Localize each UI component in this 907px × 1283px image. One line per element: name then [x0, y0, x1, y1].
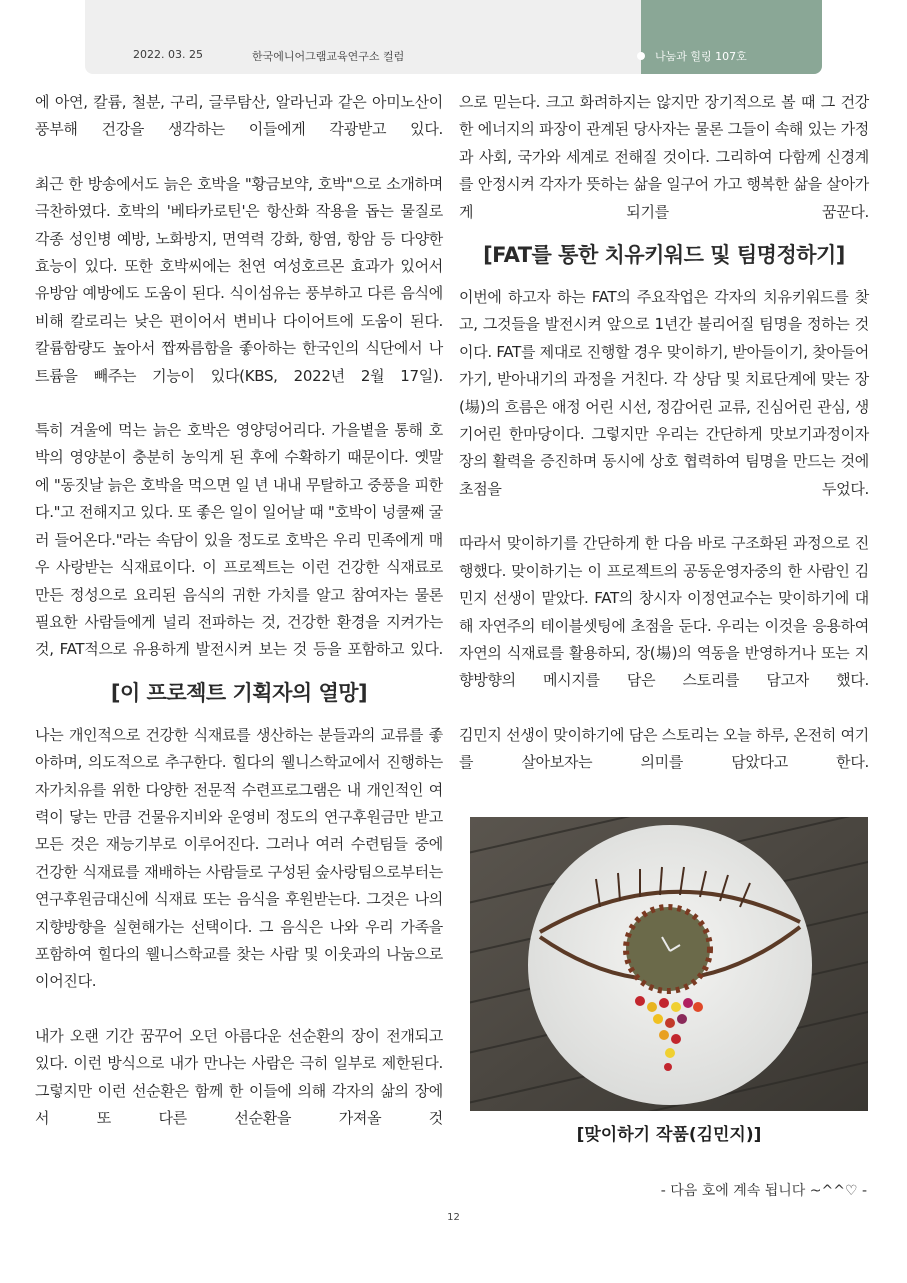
right-column — [459, 89, 869, 777]
photo-caption: [맞이하기 작품(김민지)] — [576, 1125, 762, 1145]
page-number: 12 — [447, 1212, 460, 1223]
right-paragraph-4: 김민지 선생이 맞이하기에 담은 스토리는 오늘 하루, 온전히 여기를 살아보자는 의미를 담았다고 한다. — [459, 725, 869, 772]
right-paragraph-1: 으로 믿는다. 크고 화려하지는 않지만 장기적으로 볼 때 그 건강한 에너지의 파장이 관계된 당사자는 물론 그들이 속해 있는 가정과 사회, 국가와 세계로 전해질 것이다. 그리하여 다함께 신경계를 안정시켜 각자가 뜻하는 삶을 일구어 가고 행복한 삶을 살아가게 되기를 꿈꾼다. — [459, 93, 869, 221]
artwork-photo — [470, 817, 868, 1111]
left-paragraph-2: 최근 한 방송에서도 늙은 호박을 "황금보약, 호박"으로 소개하며 극찬하였다. 호박의 '베타카로틴'은 항산화 작용을 돕는 물질로 각종 성인병 예방, 노화방지, 면역력 강화, 항염, 항암 등 다양한 효능이 있다. 또한 호박씨에는 천연 여성호르몬 효과가 있어서 유방암 예방에도 도움이 된다. 식이섬유는 풍부하고 다른 음식에 비해 칼로리는 낮은 편이어서 변비나 다이어트에 도움이 된다. 칼륨함량도 높아서 짭짜름함을 좋아하는 한국인의 식단에서 나트륨을 빼주는 기능이 있다(KBS, 2022년 2월 17일). — [35, 174, 443, 385]
header-dot — [637, 52, 645, 60]
section-title-planner: [이 프로젝트 기획자의 열망] — [110, 680, 368, 705]
right-paragraph-3: 따라서 맞이하기를 간단하게 한 다음 바로 구조화된 과정으로 진행했다. 맞이하기는 이 프로젝트의 공동운영자중의 한 사람인 김민지 선생이 맡았다. FAT의 창시자 이정연교수는 맞이하기에 대해 자연주의 테이블셋팅에 초점을 둔다. 우리는 이것을 응용하여 자연의 식재료를 활용하되, 장(場)의 역동을 반영하거나 또는 지향방향의 메시지를 담은 스토리를 담고자 했다. — [459, 534, 869, 690]
left-column — [35, 89, 443, 1132]
left-paragraph-5: 내가 오랜 기간 꿈꾸어 오던 아름다운 선순환의 장이 전개되고 있다. 이런 방식으로 내가 만나는 사람은 극히 일부로 제한된다. 그렇지만 이런 선순환은 함께 한 이들에 의해 각자의 삶의 장에서 또 다른 선순환을 가져올 것 — [35, 1026, 443, 1127]
header-org: 한국에니어그램교육연구소 컬럼 — [252, 50, 405, 63]
right-paragraph-2: 이번에 하고자 하는 FAT의 주요작업은 각자의 치유키워드를 찾고, 그것들을 발전시켜 앞으로 1년간 불리어질 팀명을 정하는 것이다. FAT를 제대로 진행할 경우 맞이하기, 받아들이기, 찾아들어가기, 받아내기의 과정을 거친다. 각 상담 및 치료단계에 맞는 장(場)의 흐름은 애정 어린 시선, 정감어린 교류, 진심어린 관심, 생기어린 한마당이다. 그렇지만 우리는 간단하게 맛보기과정이자 장의 활력을 증진하며 동시에 상호 협력하여 팀명을 만드는 것에 초점을 두었다. — [459, 288, 869, 498]
artwork-illustration — [470, 817, 868, 1111]
continued-note: - 다음 호에 계속 됩니다 ~^^♡ - — [660, 1183, 867, 1199]
left-paragraph-3: 특히 겨울에 먹는 늙은 호박은 영양덩어리다. 가을볕을 통해 호박의 영양분이 충분히 농익게 된 후에 수확하기 때문이다. 옛말에 "동짓날 늙은 호박을 먹으면 일 년 내내 무탈하고 중풍을 피한다."고 전해지고 있다. 또 좋은 일이 일어날 때 "호박이 넝쿨째 굴러 들어온다."라는 속담이 있을 정도로 호박은 우리 민족에게 매우 사랑받는 식재료이다. 이 프로젝트는 이런 건강한 식재료로 만든 정성으로 요리된 음식의 귀한 가치를 알고 참여자는 물론 필요한 사람들에게 널리 전파하는 것, 건강한 환경을 지켜가는 것, FAT적으로 유용하게 발전시켜 보는 것 등을 포함하고 있다. — [35, 421, 443, 659]
header-date: 2022. 03. 25 — [133, 48, 203, 61]
left-paragraph-1: 에 아연, 칼륨, 철분, 구리, 글루탐산, 알라닌과 같은 아미노산이 풍부해 건강을 생각하는 이들에게 각광받고 있다. — [35, 93, 443, 139]
section-title-fat: [FAT를 통한 치유키워드 및 팀명정하기] — [483, 243, 845, 268]
header-issue: 나눔과 힐링 107호 — [655, 50, 747, 63]
left-paragraph-4: 나는 개인적으로 건강한 식재료를 생산하는 분들과의 교류를 좋아하며, 의도적으로 추구한다. 힐다의 웰니스학교에서 진행하는 자가치유를 위한 다양한 전문적 수련프로그램은 내 개인적인 여력이 닿는 만큼 건물유지비와 운영비 정도의 연구후원금만 받고 모든 것은 재능기부로 이루어진다. 그러나 여러 수련팀들 중에 건강한 식재료를 재배하는 사람들로 구성된 숲사랑팀으로부터는 연구후원금대신에 식재료 또는 음식을 후원받는다. 그것은 나의 지향방향을 실현해가는 선택이다. 그 음식은 나와 우리 가족을 포함하여 힐다의 웰니스학교를 찾는 사람 및 이웃과의 나눔으로 이어진다. — [35, 725, 443, 991]
